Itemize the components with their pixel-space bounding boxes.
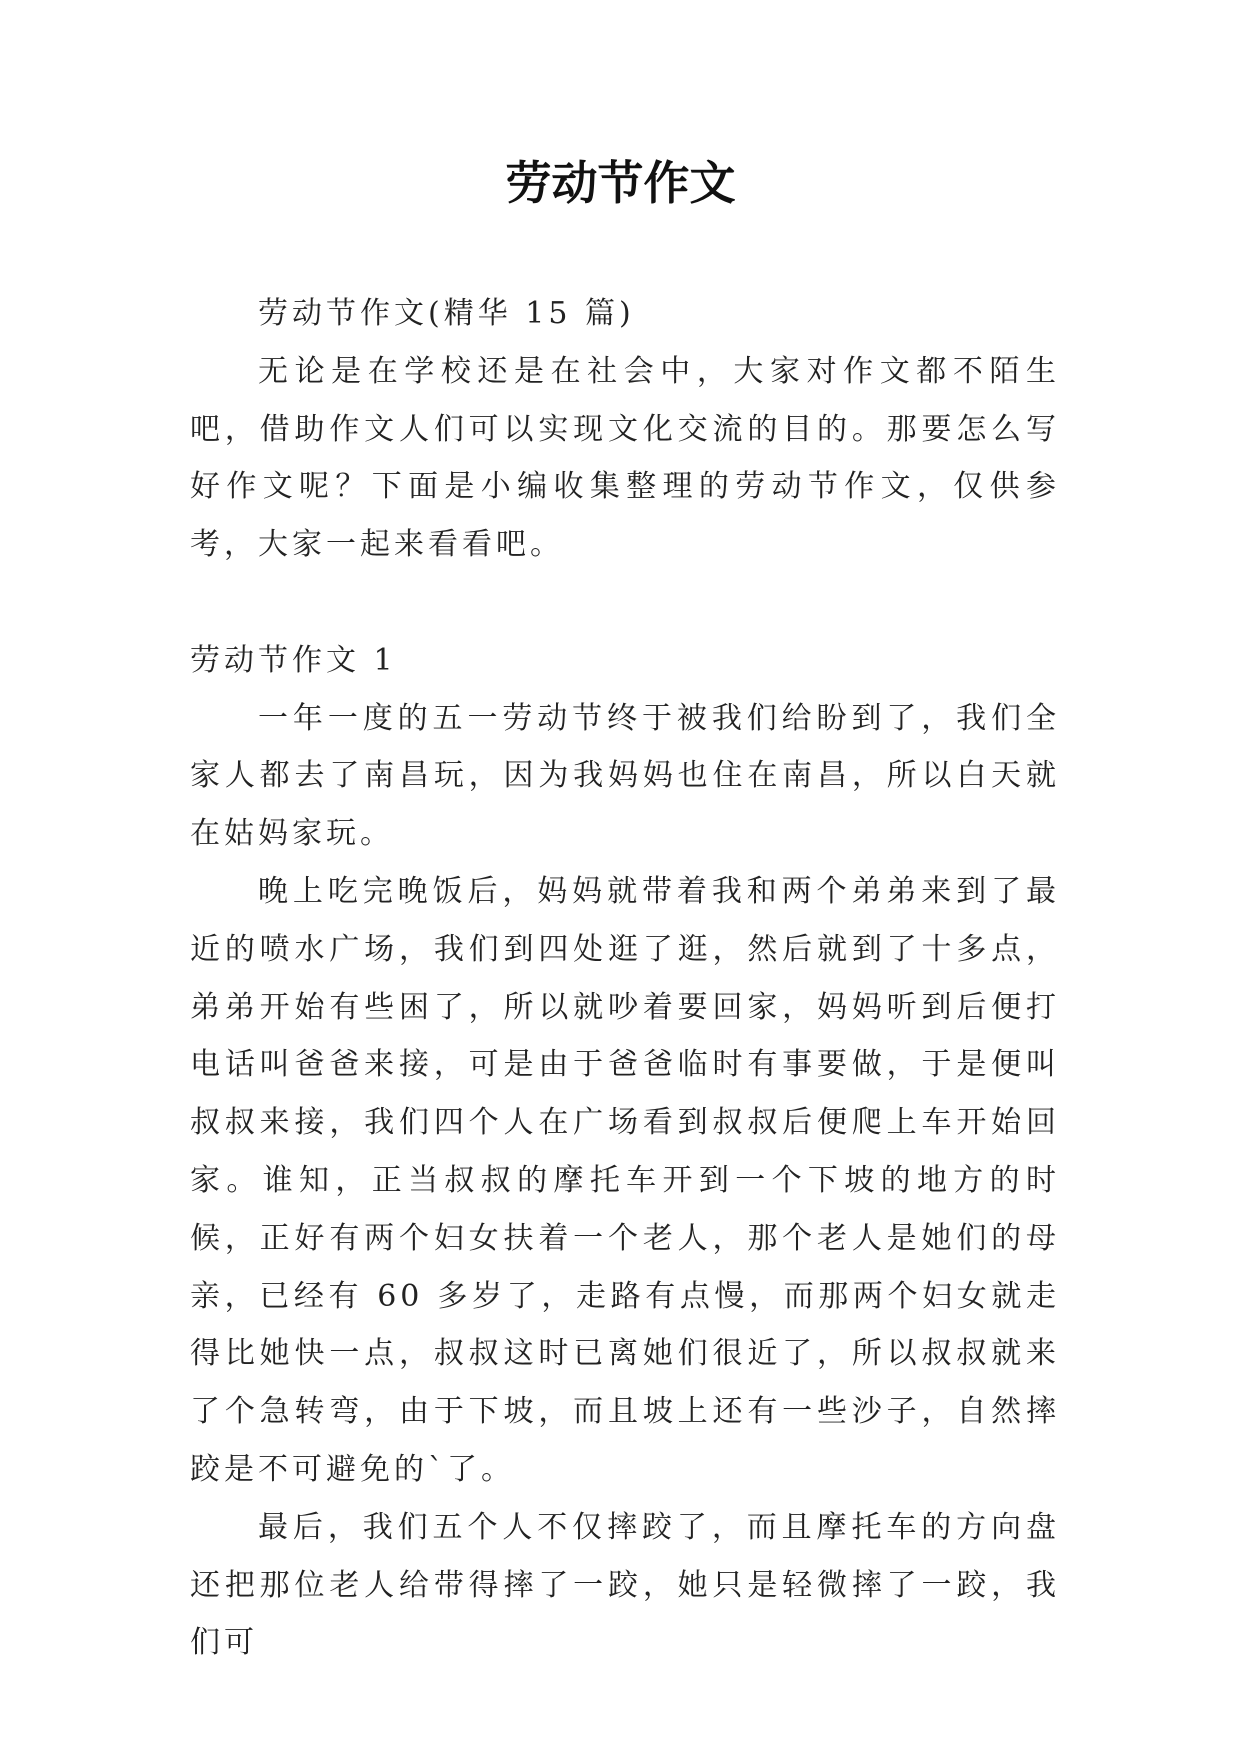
essay-paragraph-3: 最后，我们五个人不仅摔跤了，而且摩托车的方向盘还把那位老人给带得摔了一跤，她只是轻微摔了一跤，我们可	[190, 1509, 1060, 1661]
intro-paragraph: 无论是在学校还是在社会中，大家对作文都不陌生吧，借助作文人们可以实现文化交流的目的。那要怎么写好作文呢？下面是小编收集整理的劳动节作文，仅供参考，大家一起来看看吧。	[190, 353, 1060, 563]
document-title: 劳动节作文	[505, 156, 736, 210]
section-heading: 劳动节作文 1	[190, 642, 397, 678]
document-body	[190, 285, 1060, 1672]
essay-paragraph-2: 晚上吃完晚饭后，妈妈就带着我和两个弟弟来到了最近的喷水广场，我们到四处逛了逛，然后就到了十多点，弟弟开始有些困了，所以就吵着要回家，妈妈听到后便打电话叫爸爸来接，可是由于爸爸临时有事要做，于是便叫叔叔来接，我们四个人在广场看到叔叔后便爬上车开始回家。谁知，正当叔叔的摩托车开到一个下坡的地方的时候，正好有两个妇女扶着一个老人，那个老人是她们的母亲，已经有 60 多岁了，走路有点慢，而那两个妇女就走得比她快一点，叔叔这时已离她们很近了，所以叔叔就来了个急转弯，由于下坡，而且坡上还有一些沙子，自然摔跤是不可避免的`了。	[190, 873, 1060, 1487]
blank-line	[190, 574, 1060, 632]
collection-subtitle: 劳动节作文(精华 15 篇)	[258, 296, 635, 331]
essay-paragraph-1: 一年一度的五一劳动节终于被我们给盼到了，我们全家人都去了南昌玩，因为我妈妈也住在南昌，所以白天就在姑妈家玩。	[190, 700, 1060, 852]
